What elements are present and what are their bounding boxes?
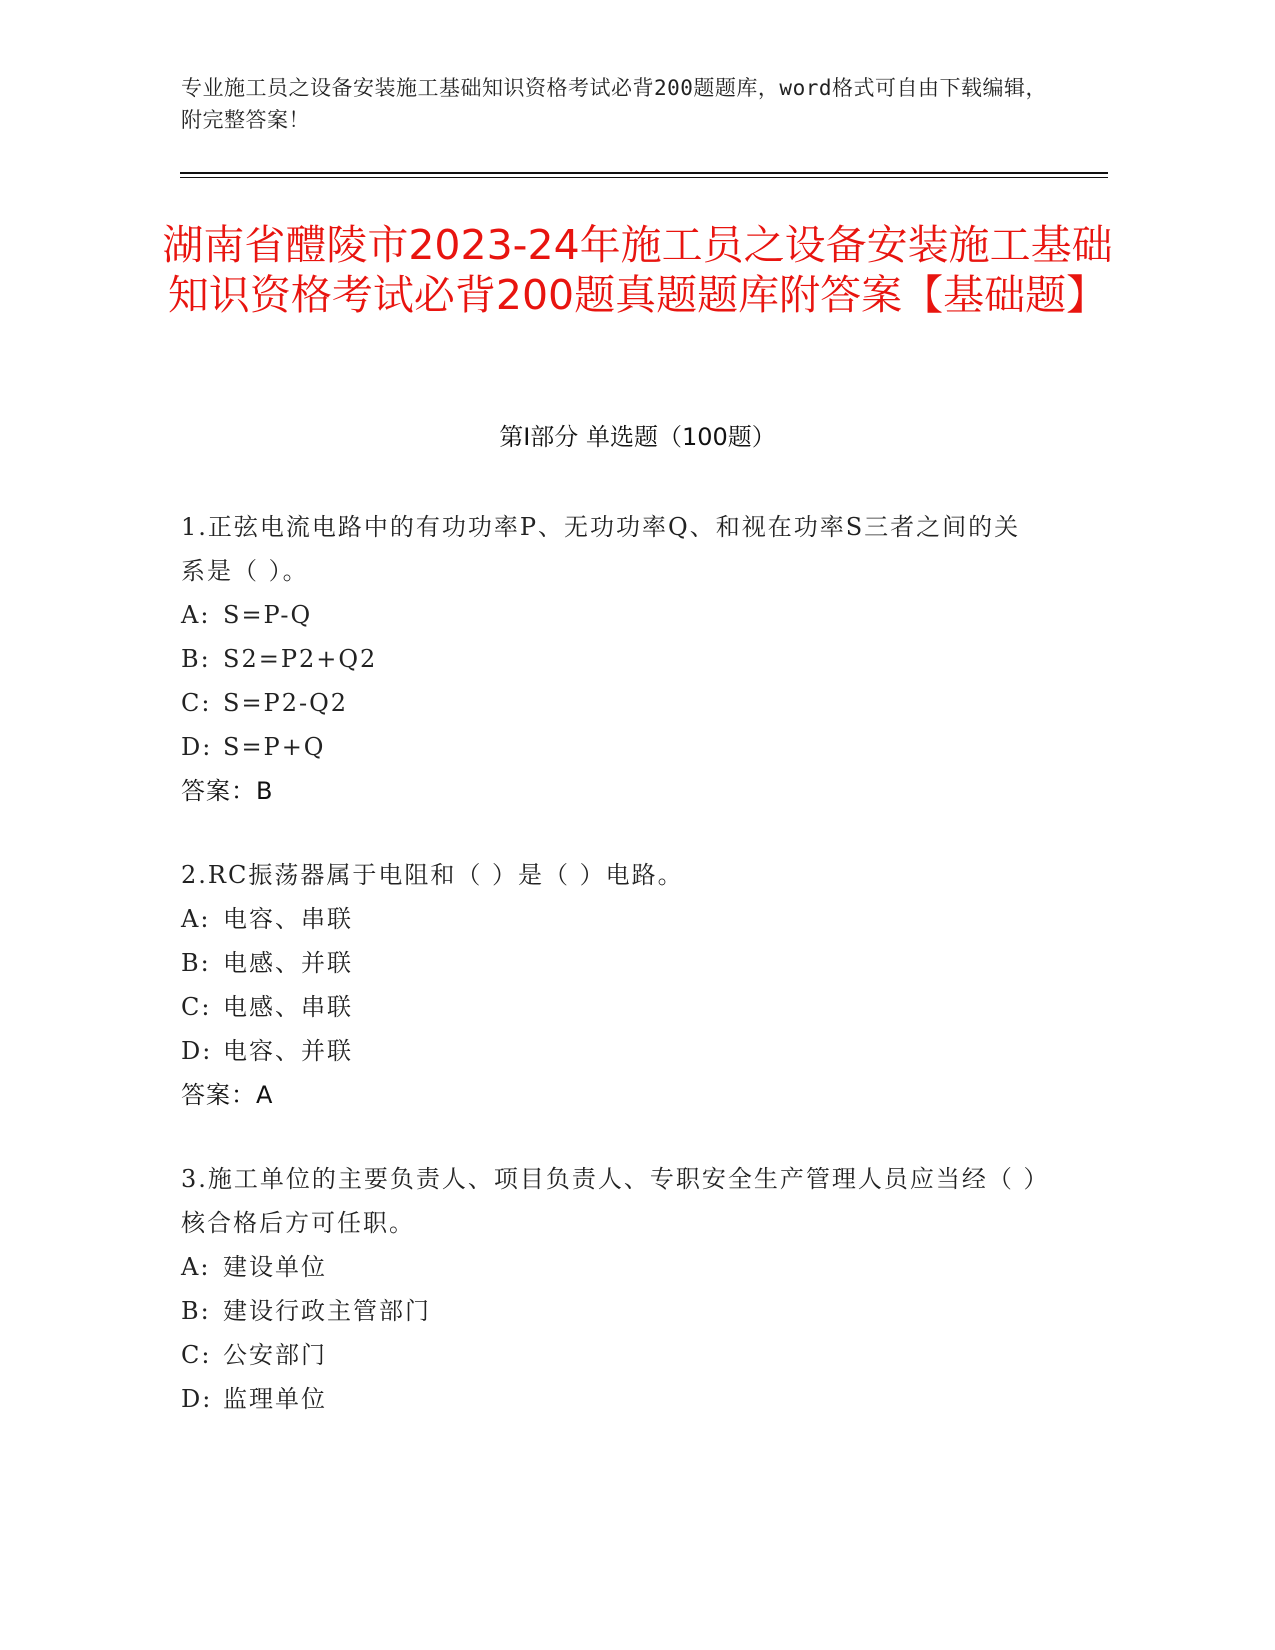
option-b [181, 637, 1041, 681]
header-divider-thin [180, 177, 1108, 178]
header-note: 专业施工员之设备安装施工基础知识资格考试必背200题题库，word格式可自由下载编辑，附完整答案！ [181, 76, 1047, 132]
option-text: S=P+Q [223, 733, 326, 761]
option-d [181, 1029, 1041, 1073]
option-letter: D: [181, 733, 213, 761]
option-a [181, 593, 1041, 637]
option-text: 建设行政主管部门 [223, 1297, 431, 1325]
option-letter: B: [181, 949, 211, 977]
option-letter: A: [181, 601, 211, 629]
document-title: 湖南省醴陵市2023-24年施工员之设备安装施工基础知识资格考试必背200题真题题库附答案【基础题】 [162, 221, 1113, 319]
option-text: S=P-Q [223, 601, 313, 629]
option-letter: A: [181, 1253, 211, 1281]
option-letter: D: [181, 1385, 213, 1413]
option-text: S2=P2+Q2 [223, 645, 378, 673]
section-heading: 第I部分 单选题（100题） [499, 423, 776, 451]
question-stem: 3.施工单位的主要负责人、项目负责人、专职安全生产管理人员应当经（ ）核合格后方可任职。 [181, 1165, 1038, 1237]
option-letter: B: [181, 645, 211, 673]
option-letter: C: [181, 1341, 212, 1369]
option-c [181, 985, 1041, 1029]
question-2 [181, 853, 1041, 1117]
option-letter: A: [181, 905, 211, 933]
question-3 [181, 1157, 1041, 1421]
question-list [181, 505, 1041, 1461]
answer-line: 答案：A [181, 1081, 274, 1109]
header-divider-thick [180, 172, 1108, 174]
option-c [181, 1333, 1041, 1377]
option-letter: C: [181, 689, 212, 717]
answer-line: 答案：B [181, 777, 274, 805]
option-text: 电容、并联 [223, 1037, 353, 1065]
option-letter: B: [181, 1297, 211, 1325]
option-d [181, 725, 1041, 769]
option-a [181, 1245, 1041, 1289]
option-c [181, 681, 1041, 725]
option-text: 建设单位 [223, 1253, 327, 1281]
question-1 [181, 505, 1041, 813]
option-text: 电感、并联 [223, 949, 353, 977]
option-letter: C: [181, 993, 212, 1021]
option-letter: D: [181, 1037, 213, 1065]
option-text: S=P2-Q2 [223, 689, 349, 717]
question-stem: 1.正弦电流电路中的有功功率P、无功功率Q、和视在功率S三者之间的关系是（ ）。 [181, 513, 1021, 585]
option-text: 公安部门 [223, 1341, 327, 1369]
option-b [181, 1289, 1041, 1333]
question-stem: 2.RC振荡器属于电阻和（ ）是（ ）电路。 [181, 861, 684, 889]
option-text: 监理单位 [223, 1385, 327, 1413]
option-d [181, 1377, 1041, 1421]
option-a [181, 897, 1041, 941]
option-b [181, 941, 1041, 985]
option-text: 电感、串联 [223, 993, 353, 1021]
option-text: 电容、串联 [223, 905, 353, 933]
